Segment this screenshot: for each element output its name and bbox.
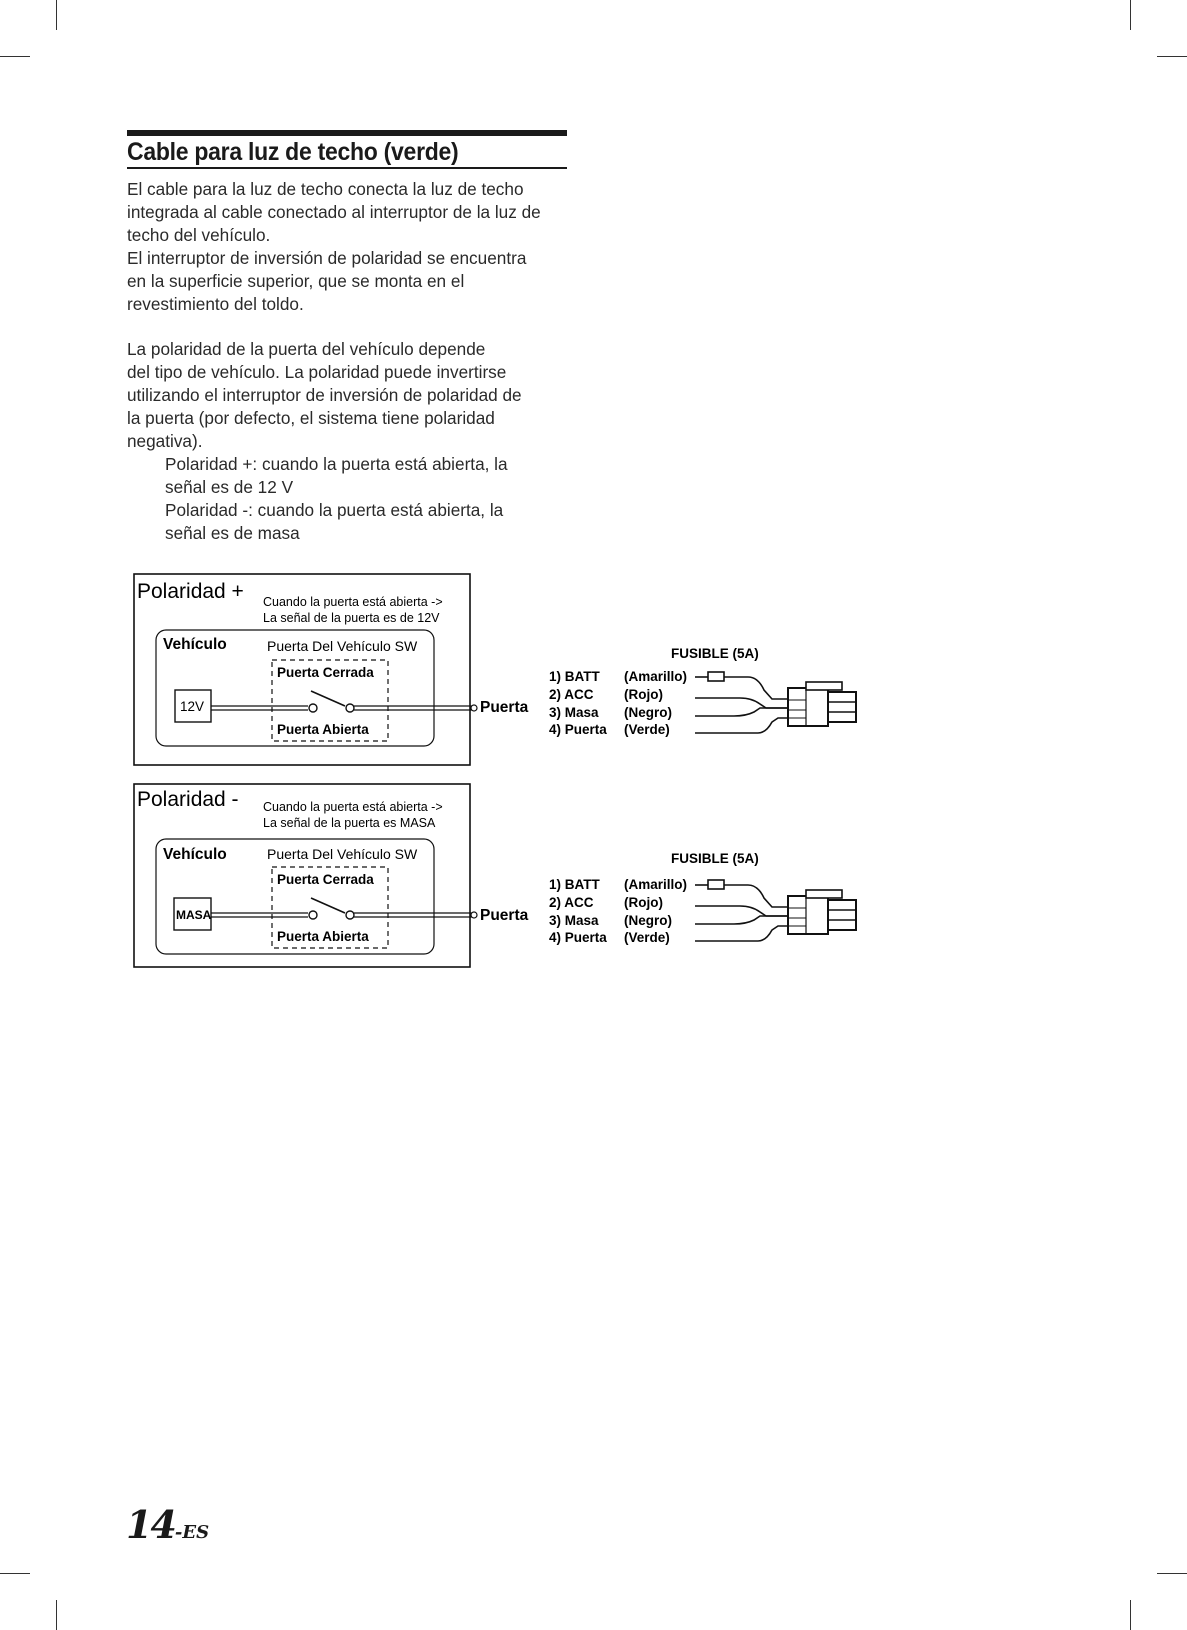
wire-color: (Verde) bbox=[624, 930, 670, 945]
diagram-heading: Polaridad + bbox=[137, 580, 244, 603]
wire-color: (Amarillo) bbox=[624, 877, 688, 892]
wire-pin: 3) Masa bbox=[549, 705, 599, 720]
text-line: utilizando el interruptor de inversión de polaridad de bbox=[127, 385, 522, 405]
closed-label: Puerta Cerrada bbox=[277, 872, 374, 887]
wire-color: (Negro) bbox=[624, 913, 672, 928]
connector-plug-icon bbox=[788, 890, 856, 934]
page-number-suffix: -ES bbox=[174, 1522, 210, 1543]
text-line: negativa). bbox=[127, 431, 203, 451]
wire-pin: 3) Masa bbox=[549, 913, 599, 928]
switch-label: Puerta Del Vehículo SW bbox=[267, 846, 418, 862]
wire-pin: 2) ACC bbox=[549, 895, 594, 910]
text-line: El interruptor de inversión de polaridad se encuentra bbox=[127, 248, 527, 268]
open-label: Puerta Abierta bbox=[277, 929, 369, 944]
wire-pin: 4) Puerta bbox=[549, 930, 607, 945]
text-line: integrada al cable conectado al interruptor de la luz de bbox=[127, 202, 541, 222]
closed-label: Puerta Cerrada bbox=[277, 665, 374, 680]
connector-plug-icon bbox=[788, 682, 856, 726]
text-line: techo del vehículo. bbox=[127, 225, 271, 245]
vehicle-label: Vehículo bbox=[163, 846, 227, 863]
text-line: La polaridad de la puerta del vehículo depende bbox=[127, 339, 486, 359]
page-number bbox=[126, 1502, 209, 1547]
text-line: El cable para la luz de techo conecta la luz de techo bbox=[127, 179, 524, 199]
output-label: Puerta bbox=[480, 907, 529, 924]
section-title: Cable para luz de techo (verde) bbox=[127, 138, 459, 166]
wire-color: (Rojo) bbox=[624, 895, 663, 910]
output-label: Puerta bbox=[480, 699, 529, 716]
text-line: la puerta (por defecto, el sistema tiene polaridad bbox=[127, 408, 495, 428]
fuse-label: FUSIBLE (5A) bbox=[671, 851, 759, 866]
wire-color: (Amarillo) bbox=[624, 669, 688, 684]
text-line: revestimiento del toldo. bbox=[127, 294, 304, 314]
wire-color: (Negro) bbox=[624, 705, 672, 720]
switch-label: Puerta Del Vehículo SW bbox=[267, 638, 418, 654]
text-line: Polaridad +: cuando la puerta está abierta, la bbox=[165, 454, 508, 474]
text-line: señal es de 12 V bbox=[165, 477, 294, 497]
diagram-heading: Polaridad - bbox=[137, 788, 239, 811]
diagram-note: La señal de la puerta es MASA bbox=[263, 816, 436, 830]
wire-pin: 1) BATT bbox=[549, 877, 600, 892]
wire-pin: 2) ACC bbox=[549, 687, 594, 702]
diagram-note: Cuando la puerta está abierta -> bbox=[263, 595, 443, 609]
diagram-note: La señal de la puerta es de 12V bbox=[263, 611, 440, 625]
text-line: Polaridad -: cuando la puerta está abierta, la bbox=[165, 500, 504, 520]
text-line: señal es de masa bbox=[165, 523, 300, 543]
source-label: MASA bbox=[176, 908, 212, 922]
diagram-negative bbox=[134, 784, 856, 967]
diagram-positive bbox=[134, 574, 856, 765]
wire-color: (Rojo) bbox=[624, 687, 663, 702]
wire-pin: 4) Puerta bbox=[549, 722, 607, 737]
wire-color: (Verde) bbox=[624, 722, 670, 737]
wire-pin: 1) BATT bbox=[549, 669, 600, 684]
fuse-label: FUSIBLE (5A) bbox=[671, 646, 759, 661]
open-label: Puerta Abierta bbox=[277, 722, 369, 737]
text-line: en la superficie superior, que se monta en el bbox=[127, 271, 465, 291]
page-number-value: 14 bbox=[126, 1502, 175, 1547]
vehicle-label: Vehículo bbox=[163, 636, 227, 653]
text-line: del tipo de vehículo. La polaridad puede invertirse bbox=[127, 362, 507, 382]
source-label: 12V bbox=[180, 699, 205, 714]
diagram-note: Cuando la puerta está abierta -> bbox=[263, 800, 443, 814]
